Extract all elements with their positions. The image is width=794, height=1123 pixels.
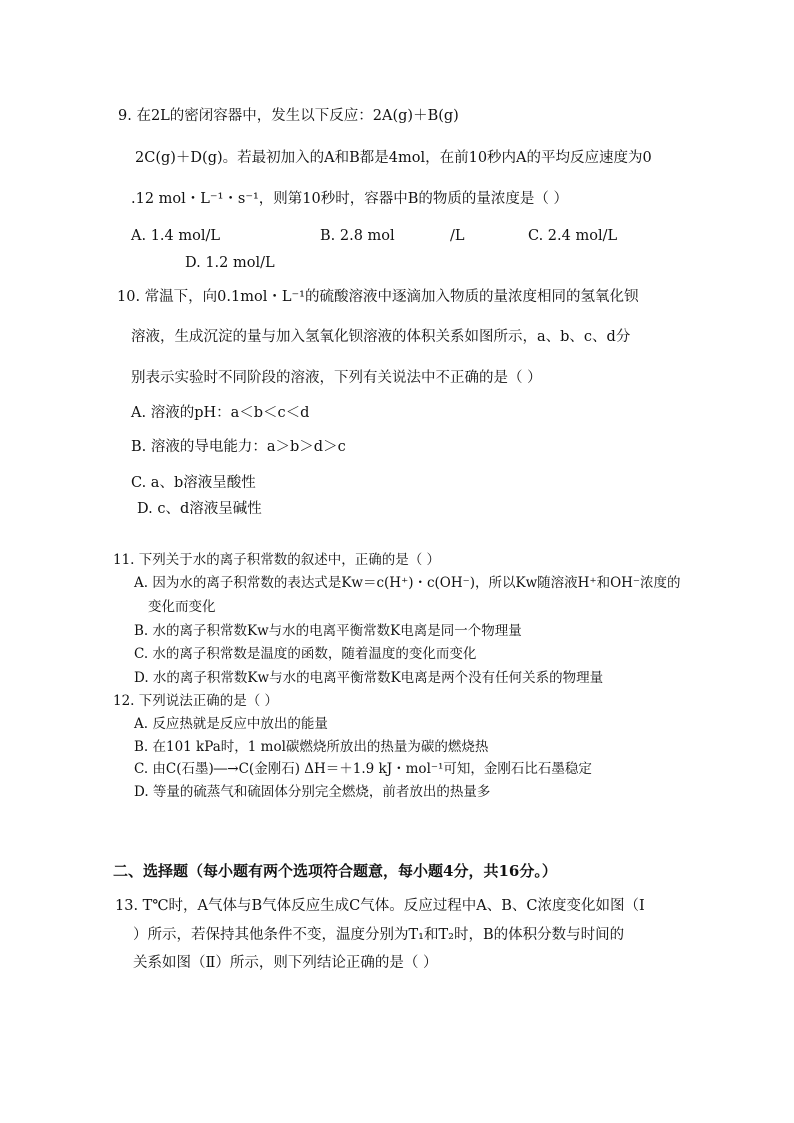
q12-option-a: A. 反应热就是反应中放出的能量 bbox=[134, 716, 328, 732]
q10-line-2: 溶液，生成沉淀的量与加入氢氧化钡溶液的体积关系如图所示，a、b、c、d分 bbox=[131, 329, 631, 345]
q13-line-3: 关系如图（Ⅱ）所示，则下列结论正确的是（ ） bbox=[133, 955, 438, 971]
q12-option-b: B. 在101 kPa时，1 mol碳燃烧所放出的热量为碳的燃烧热 bbox=[134, 739, 489, 755]
q9-option-b: B. 2.8 mol bbox=[320, 228, 395, 244]
q13-line-2: ）所示，若保持其他条件不变，温度分别为T₁和T₂时，B的体积分数与时间的 bbox=[133, 927, 625, 943]
q9-option-d: D. 1.2 mol/L bbox=[185, 255, 275, 271]
section-2-heading: 二、选择题（每小题有两个选项符合题意，每小题4分，共16分。） bbox=[113, 862, 557, 880]
q11-option-b: B. 水的离子积常数Kw与水的电离平衡常数K电离是同一个物理量 bbox=[134, 623, 522, 639]
q9-option-b-unit: /L bbox=[450, 228, 465, 244]
q9-line-3: .12 mol・L⁻¹・s⁻¹，则第10秒时，容器中B的物质的量浓度是（ ） bbox=[131, 191, 569, 207]
q10-option-a: A. 溶液的pH：a＜b＜c＜d bbox=[131, 405, 310, 421]
q10-option-b: B. 溶液的导电能力：a＞b＞d＞c bbox=[131, 439, 346, 455]
q10-option-d: D. c、d溶液呈碱性 bbox=[137, 501, 262, 517]
q10-line-1: 10. 常温下，向0.1mol・L⁻¹的硫酸溶液中逐滴加入物质的量浓度相同的氢氧化钡 bbox=[117, 289, 639, 305]
q12-option-d: D. 等量的硫蒸气和硫固体分别完全燃烧，前者放出的热量多 bbox=[134, 784, 491, 800]
q11-option-c: C. 水的离子积常数是温度的函数，随着温度的变化而变化 bbox=[134, 646, 477, 662]
q10-option-c: C. a、b溶液呈酸性 bbox=[131, 475, 256, 491]
q9-line-2: 2C(g)＋D(g)。若最初加入的A和B都是4mol，在前10秒内A的平均反应速度为0 bbox=[135, 150, 652, 166]
q12-option-c: C. 由C(石墨)―→C(金刚石) ΔH＝＋1.9 kJ・mol⁻¹可知，金刚石比石墨稳定 bbox=[134, 761, 592, 777]
q11-stem: 11. 下列关于水的离子积常数的叙述中，正确的是（ ） bbox=[113, 552, 441, 568]
q10-line-3: 别表示实验时不同阶段的溶液，下列有关说法中不正确的是（ ） bbox=[131, 370, 542, 386]
q12-stem: 12. 下列说法正确的是（ ） bbox=[113, 693, 279, 709]
q9-line-1: 9. 在2L的密闭容器中，发生以下反应：2A(g)＋B(g) bbox=[118, 108, 459, 124]
q11-option-d: D. 水的离子积常数Kw与水的电离平衡常数K电离是两个没有任何关系的物理量 bbox=[134, 670, 604, 686]
q13-line-1: 13. T℃时，A气体与B气体反应生成C气体。反应过程中A、B、C浓度变化如图（Ⅰ bbox=[115, 898, 645, 914]
q11-option-a-line-2: 变化而变化 bbox=[148, 599, 216, 615]
q9-option-a: A. 1.4 mol/L bbox=[131, 228, 220, 244]
q11-option-a-line-1: A. 因为水的离子积常数的表达式是Kw＝c(H⁺)・c(OH⁻)，所以Kw随溶液H⁺和OH⁻浓度的 bbox=[134, 575, 681, 591]
q9-option-c: C. 2.4 mol/L bbox=[528, 228, 618, 244]
